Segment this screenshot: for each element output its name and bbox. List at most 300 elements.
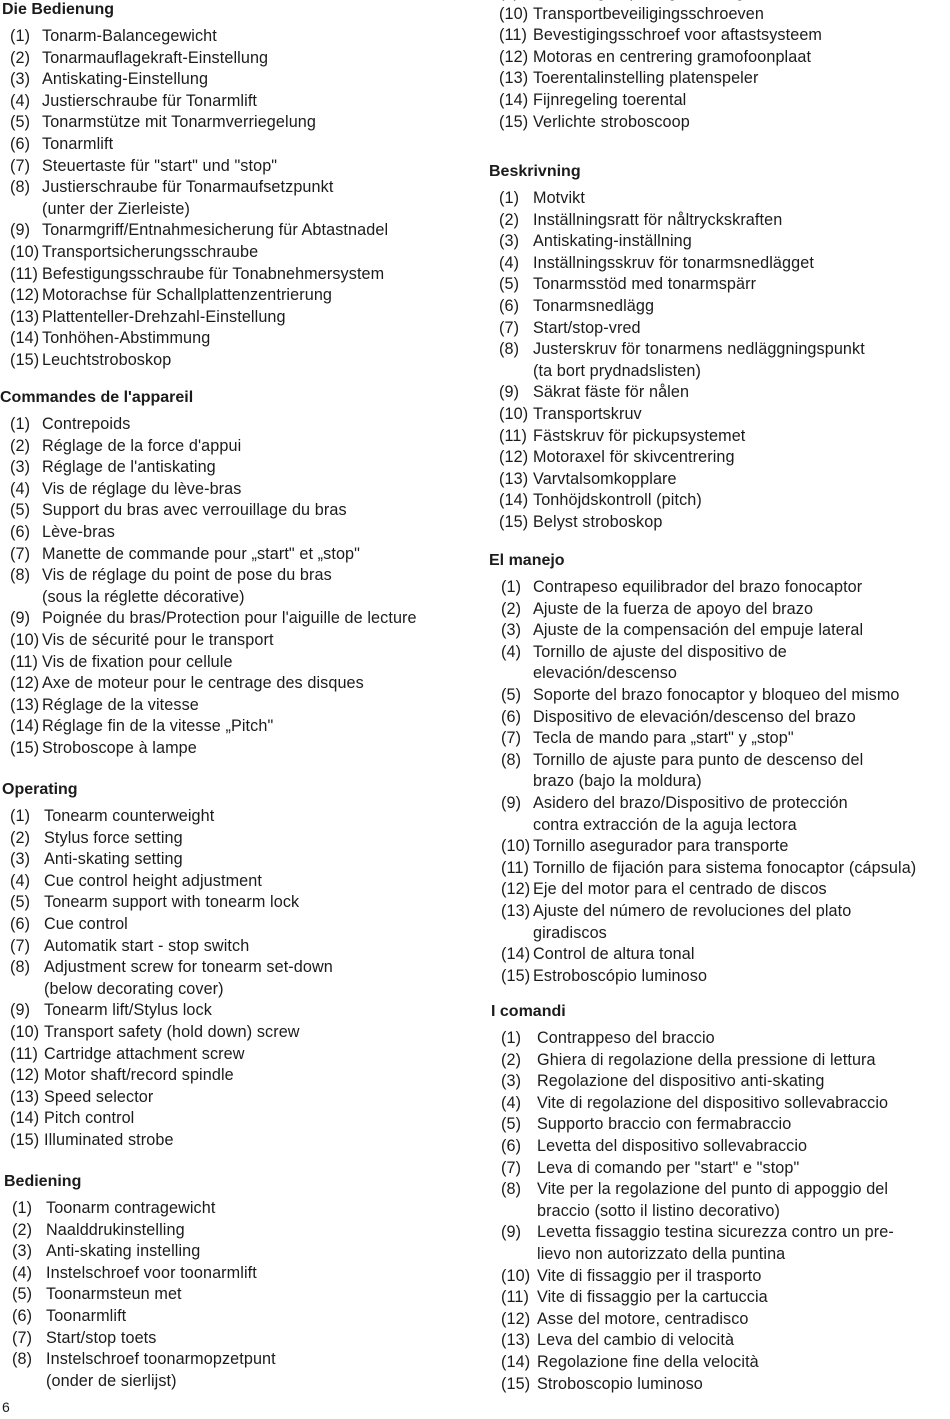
item-number: (4) — [10, 91, 31, 110]
item-text: Tornillo de fijación para sistema fonocaptor (cápsula) — [533, 858, 917, 877]
item-text: Vite di fissaggio per il trasporto — [537, 1266, 762, 1285]
item-text: Tonhöjdskontroll (pitch) — [533, 491, 702, 510]
item-text: Anti-skating instelling — [46, 1242, 201, 1261]
list-item — [487, 901, 950, 944]
item-number: (15) — [499, 112, 529, 131]
item-text: Tonearm support with tonearm lock — [44, 893, 300, 912]
item-text: Vite per la regolazione del punto di appoggio del — [537, 1180, 889, 1199]
list-item — [0, 220, 478, 242]
list-item — [0, 264, 478, 286]
item-text: Cue control height adjustment — [44, 871, 262, 890]
item-text: Cue control — [44, 914, 128, 933]
list-item — [0, 1306, 478, 1328]
item-text: Steuertaste für "start" und "stop" — [42, 156, 278, 175]
item-text: Vite di fissaggio per la cartuccia — [537, 1288, 768, 1307]
list-item — [487, 1309, 950, 1331]
item-text: Dispositivo de elevación/descenso del brazo — [533, 707, 856, 726]
item-number: (10) — [10, 1022, 40, 1041]
item-text: Tonarmgriff/Entnahmesicherung für Abtastnadel — [42, 221, 389, 240]
item-text: Pitch control — [44, 1109, 135, 1128]
item-number: (9) — [501, 793, 522, 812]
item-number: (3) — [10, 70, 31, 89]
list-item — [0, 1108, 478, 1130]
item-number: (7) — [10, 156, 31, 175]
list-item — [487, 253, 950, 275]
section-heading: El manejo — [489, 552, 565, 569]
item-text: Varvtalsomkopplare — [533, 469, 677, 488]
list-item — [487, 685, 950, 707]
item-text: Regolazione fine della velocità — [537, 1352, 759, 1371]
section-heading: I comandi — [491, 1003, 566, 1020]
list-item — [0, 849, 478, 871]
item-text: Cartridge attachment screw — [44, 1044, 245, 1063]
list-item — [487, 47, 950, 69]
list-item — [487, 382, 950, 404]
item-number: (10) — [10, 630, 40, 649]
list-item — [0, 328, 478, 350]
item-text: Naalddrukinstelling — [46, 1220, 185, 1239]
item-number: (5) — [10, 893, 31, 912]
list-item — [0, 242, 478, 264]
list-item — [0, 1284, 478, 1306]
item-text: Motorachse für Schallplattenzentrierung — [42, 286, 333, 305]
list-item — [0, 1087, 478, 1109]
list-item — [487, 447, 950, 469]
item-number: (15) — [501, 966, 531, 985]
section-heading: Beskrivning — [489, 163, 581, 180]
item-text: Ajuste de la fuerza de apoyo del brazo — [533, 599, 814, 618]
item-number: (12) — [501, 880, 531, 899]
section-el-manejo — [487, 551, 950, 987]
list-item — [0, 479, 478, 501]
item-text: Réglage fin de la vitesse „Pitch" — [42, 717, 274, 736]
item-text: Contrepoids — [42, 415, 131, 433]
list-item — [0, 285, 478, 307]
item-number: (9) — [499, 383, 520, 402]
item-text: Automatik start - stop switch — [44, 936, 250, 955]
item-text: Start/stop-vred — [533, 318, 641, 337]
list-item — [0, 565, 478, 608]
list-item — [487, 1179, 950, 1222]
item-number: (2) — [10, 828, 31, 847]
list-item — [487, 112, 950, 134]
list-item — [0, 871, 478, 893]
item-number: (12) — [501, 1309, 531, 1328]
list-item — [0, 156, 478, 178]
list-item — [487, 1114, 950, 1136]
item-text: Tornillo de ajuste para punto de descenso del — [533, 750, 864, 769]
list-item — [0, 957, 478, 1000]
item-number: (6) — [10, 522, 31, 541]
item-number: (12) — [499, 448, 529, 467]
list-item — [0, 26, 478, 48]
item-text: Toonarmsteun met — [46, 1285, 182, 1304]
list-item — [0, 1241, 478, 1263]
list-item — [0, 436, 478, 458]
list-item — [0, 936, 478, 958]
list-item — [487, 404, 950, 426]
item-number: (13) — [499, 469, 529, 488]
item-number: (3) — [501, 621, 522, 640]
item-number: (6) — [10, 914, 31, 933]
item-text: Antiskating-inställning — [533, 232, 692, 251]
item-number: (15) — [10, 738, 40, 757]
item-text: Tonarmsnedlägg — [533, 296, 655, 315]
item-number: (14) — [10, 717, 40, 736]
item-text-continuation: lievo non autorizzato della puntina — [537, 1244, 786, 1263]
item-number: (11) — [499, 26, 527, 45]
item-text: Ghiera di regolazione della pressione di lettura — [537, 1050, 876, 1069]
item-number: (13) — [10, 1087, 40, 1106]
list-item — [0, 716, 478, 738]
item-text-continuation: (unter der Zierleiste) — [42, 199, 190, 218]
list-item — [0, 1220, 478, 1242]
item-text: Instelschroef voor toonarmlift — [46, 1263, 257, 1282]
item-text: Antiskating-Einstellung — [42, 70, 209, 89]
item-text: Tonarmlift — [42, 134, 114, 153]
list-item — [487, 879, 950, 901]
section-beskrivning — [487, 162, 950, 534]
list-item — [487, 318, 950, 340]
item-number: (13) — [501, 1331, 531, 1350]
item-text-continuation: (sous la réglette décorative) — [42, 587, 245, 606]
item-text: Adjustment screw for tonearm set-down — [44, 958, 333, 977]
item-text: Tonarmstütze mit Tonarmverriegelung — [42, 113, 317, 132]
item-text: Levetta fissaggio testina sicurezza contro un pre- — [537, 1223, 894, 1242]
item-number: (5) — [10, 113, 31, 132]
item-number: (4) — [501, 1093, 522, 1112]
item-text: Säkrat fäste för nålen — [533, 383, 690, 402]
list-item — [487, 707, 950, 729]
item-number: (7) — [501, 1158, 522, 1177]
list-item — [487, 1266, 950, 1288]
list-item — [487, 836, 950, 858]
list-item — [0, 177, 478, 220]
item-text-continuation: (ta bort prydnadslisten) — [533, 361, 701, 380]
item-number: (4) — [499, 253, 520, 272]
item-text: Inställningsskruv för tonarmsnedlägget — [533, 253, 814, 272]
item-number: (9) — [10, 609, 31, 628]
item-number: (4) — [10, 479, 31, 498]
item-text: Tornillo de ajuste del dispositivo de — [533, 642, 787, 661]
item-number: (7) — [501, 729, 522, 748]
item-number: (6) — [501, 1136, 522, 1155]
item-number: (5) — [501, 1115, 522, 1134]
list-item — [0, 630, 478, 652]
item-number: (1) — [501, 578, 522, 596]
list-item — [487, 1330, 950, 1352]
list-item — [487, 469, 950, 491]
item-text: Toerentalinstelling platenspeler — [533, 69, 759, 88]
item-number: (4) — [12, 1263, 33, 1282]
item-number: (13) — [10, 695, 40, 714]
item-text: Leuchtstroboskop — [42, 350, 172, 369]
list-item — [0, 350, 478, 372]
list-item — [487, 793, 950, 836]
list-item — [0, 1130, 478, 1152]
item-text: Justierschraube für Tonarmaufsetzpunkt — [42, 178, 334, 197]
item-number: (5) — [10, 501, 31, 520]
list-item — [487, 858, 950, 880]
item-text: Justierschraube für Tonarmlift — [42, 91, 258, 110]
item-number: (12) — [10, 1066, 40, 1085]
item-text: Illuminated strobe — [44, 1130, 174, 1149]
item-text: Control de altura tonal — [533, 945, 695, 964]
list-item — [487, 1287, 950, 1309]
item-number: (15) — [10, 350, 40, 369]
list-item — [0, 1328, 478, 1350]
item-text: Plattenteller-Drehzahl-Einstellung — [42, 307, 286, 326]
list-item — [0, 1000, 478, 1022]
item-number: (14) — [10, 1109, 40, 1128]
list-item — [487, 599, 950, 621]
item-text: Vis de réglage du point de pose du bras — [42, 566, 332, 585]
item-text: Tonearm counterweight — [44, 807, 215, 825]
item-number: (10) — [10, 242, 40, 261]
item-text: Réglage de l'antiskating — [42, 458, 216, 477]
item-number: (15) — [501, 1374, 531, 1393]
list-item — [0, 134, 478, 156]
section-commandes-de-l-appareil — [0, 388, 478, 760]
list-item — [487, 1222, 950, 1265]
section-die-bedienung — [0, 0, 478, 372]
item-text: Instelschroef toonarmopzetpunt — [46, 1350, 276, 1369]
list-item — [0, 522, 478, 544]
item-text: Contrappeso del braccio — [537, 1029, 715, 1047]
item-text: Start/stop toets — [46, 1328, 157, 1347]
item-text: Motvikt — [533, 189, 585, 207]
item-text: Tonearm lift/Stylus lock — [44, 1001, 212, 1020]
item-number: (10) — [501, 837, 531, 856]
section-heading: Die Bedienung — [2, 1, 115, 18]
item-number: (7) — [10, 936, 31, 955]
list-item — [487, 1158, 950, 1180]
item-text: Tonhöhen-Abstimmung — [42, 329, 211, 348]
item-text: Eje del motor para el centrado de discos — [533, 880, 827, 899]
item-number: (2) — [10, 436, 31, 455]
item-number: (1) — [12, 1199, 33, 1217]
item-text: Belyst stroboskop — [533, 512, 663, 531]
item-text: Befestigungsschraube für Tonabnehmersystem — [42, 264, 385, 283]
list-item — [0, 652, 478, 674]
list-item — [487, 296, 950, 318]
item-text: Regolazione del dispositivo anti-skating — [537, 1072, 825, 1091]
item-number: (9) — [10, 1001, 31, 1020]
list-item — [0, 673, 478, 695]
list-item — [0, 544, 478, 566]
item-text: Asidero del brazo/Dispositivo de protección — [533, 793, 848, 812]
item-text: Tornillo asegurador para transporte — [533, 837, 789, 856]
item-number: (6) — [499, 296, 520, 315]
item-text: Justerskruv för tonarmens nedläggningspunkt — [533, 340, 865, 359]
list-item — [0, 1022, 478, 1044]
list-item — [487, 231, 950, 253]
section-operating — [0, 780, 478, 1152]
item-text: Asse del motore, centradisco — [537, 1309, 749, 1328]
list-item — [487, 1028, 950, 1050]
item-number: (5) — [499, 275, 520, 294]
item-text: Manette de commande pour „start" et „stop" — [42, 544, 361, 563]
item-number: (11) — [501, 858, 529, 877]
item-text: Toonarmlift — [46, 1306, 127, 1325]
list-item — [0, 828, 478, 850]
item-number: (3) — [12, 1242, 33, 1261]
item-number: (8) — [10, 958, 31, 977]
item-number: (8) — [501, 750, 522, 769]
list-item — [0, 1065, 478, 1087]
list-item — [487, 90, 950, 112]
item-number: (12) — [10, 286, 40, 305]
list-item — [0, 414, 478, 436]
item-text-continuation: braccio (sotto il listino decorativo) — [537, 1201, 781, 1220]
item-number: (4) — [10, 871, 31, 890]
item-text: Axe de moteur pour le centrage des disques — [42, 674, 364, 693]
list-item — [0, 500, 478, 522]
item-text: Anti-skating setting — [44, 850, 183, 869]
list-item — [487, 68, 950, 90]
section-bediening — [487, 0, 950, 133]
item-text-continuation: contra extracción de la aguja lectora — [533, 815, 797, 834]
list-item — [487, 25, 950, 47]
list-item — [487, 966, 950, 988]
item-text: Levetta del dispositivo sollevabraccio — [537, 1136, 808, 1155]
item-number: (14) — [499, 90, 529, 109]
item-text: Vite di regolazione del dispositivo sollevabraccio — [537, 1093, 889, 1112]
item-text: Stroboscopio luminoso — [537, 1374, 703, 1393]
item-number: (10) — [499, 4, 529, 23]
item-number: (2) — [10, 48, 31, 67]
item-number: (12) — [10, 674, 40, 693]
list-item — [0, 914, 478, 936]
item-text: Transportsicherungsschraube — [42, 242, 259, 261]
item-text-continuation: giradiscos — [533, 923, 607, 942]
item-text: Stylus force setting — [44, 828, 183, 847]
list-item — [487, 1071, 950, 1093]
item-number: (11) — [499, 426, 527, 445]
item-text: Tonarmsstöd med tonarmspärr — [533, 275, 757, 294]
item-number: (11) — [10, 1044, 38, 1063]
item-text: Supporto braccio con fermabraccio — [537, 1115, 792, 1134]
item-number: (15) — [499, 512, 529, 531]
list-item — [0, 91, 478, 113]
item-number: (6) — [12, 1306, 33, 1325]
item-number: (14) — [10, 329, 40, 348]
item-number: (1) — [10, 27, 31, 45]
list-item — [487, 1374, 950, 1396]
item-text: Fijnregeling toerental — [533, 90, 687, 109]
list-item — [487, 728, 950, 750]
item-text: Speed selector — [44, 1087, 154, 1106]
item-text: Vis de sécurité pour le transport — [42, 630, 274, 649]
item-text: Toonarm contragewicht — [46, 1199, 216, 1217]
item-text: Lève-bras — [42, 522, 115, 541]
list-item — [0, 608, 478, 630]
list-item — [0, 307, 478, 329]
item-text-continuation: (onder de sierlijst) — [46, 1371, 177, 1390]
item-number: (11) — [10, 652, 38, 671]
section-heading: Operating — [2, 781, 78, 798]
list-item — [0, 69, 478, 91]
section-bediening — [0, 1172, 478, 1392]
list-item — [0, 1349, 478, 1392]
item-number: (9) — [10, 221, 31, 240]
item-number: (6) — [10, 134, 31, 153]
item-text: Transport safety (hold down) screw — [44, 1022, 300, 1041]
list-item — [0, 1044, 478, 1066]
item-text: Motor shaft/record spindle — [44, 1066, 234, 1085]
item-text: Fästskruv för pickupsystemet — [533, 426, 746, 445]
item-number: (2) — [501, 1050, 522, 1069]
item-text: Tonarmauflagekraft-Einstellung — [42, 48, 269, 67]
section-heading: Commandes de l'appareil — [0, 389, 194, 406]
item-number: (3) — [10, 850, 31, 869]
item-text-continuation: (below decorating cover) — [44, 979, 224, 998]
item-text: Poignée du bras/Protection pour l'aiguille de lecture — [42, 609, 417, 628]
item-number: (14) — [501, 945, 531, 964]
list-item — [487, 577, 950, 599]
item-number: (8) — [10, 178, 31, 197]
item-text: Transportskruv — [533, 404, 642, 423]
list-item — [487, 210, 950, 232]
item-number: (13) — [10, 307, 40, 326]
item-text: Stroboscope à lampe — [42, 738, 197, 757]
list-item — [0, 1263, 478, 1285]
item-text: Inställningsratt för nåltryckskraften — [533, 210, 783, 229]
list-item — [0, 806, 478, 828]
item-number: (3) — [499, 232, 520, 251]
item-text: Réglage de la vitesse — [42, 695, 199, 714]
item-number: (3) — [10, 458, 31, 477]
item-text: Leva di comando per "start" e "stop" — [537, 1158, 800, 1177]
list-item — [487, 642, 950, 685]
list-item — [487, 1093, 950, 1115]
list-item — [0, 457, 478, 479]
list-item — [0, 1198, 478, 1220]
page-number: 6 — [2, 1399, 10, 1415]
item-number: (2) — [12, 1220, 33, 1239]
item-number: (4) — [501, 642, 522, 661]
item-number: (5) — [501, 685, 522, 704]
list-item — [487, 490, 950, 512]
item-number: (7) — [10, 544, 31, 563]
item-number: (8) — [12, 1350, 33, 1369]
item-text: Tonarm-Balancegewicht — [42, 27, 217, 45]
item-text: Ajuste del número de revoluciones del plato — [533, 901, 852, 920]
list-item — [487, 750, 950, 793]
list-item — [487, 188, 950, 210]
item-number: (8) — [499, 340, 520, 359]
item-number: (6) — [501, 707, 522, 726]
list-item — [487, 620, 950, 642]
list-item — [0, 48, 478, 70]
item-text: Contrapeso equilibrador del brazo fonocaptor — [533, 578, 863, 596]
item-text: Réglage de la force d'appui — [42, 436, 242, 455]
item-text-continuation: brazo (bajo la moldura) — [533, 772, 702, 791]
item-text: Verlichte stroboscoop — [533, 112, 690, 131]
list-item — [0, 892, 478, 914]
item-number: (10) — [499, 404, 529, 423]
item-number: (3) — [501, 1072, 522, 1091]
item-text: Support du bras avec verrouillage du bras — [42, 501, 347, 520]
item-number: (12) — [499, 47, 529, 66]
item-text: Leva del cambio di velocità — [537, 1331, 735, 1350]
list-item — [487, 1050, 950, 1072]
item-number: (13) — [499, 69, 529, 88]
item-text: Vis de fixation pour cellule — [42, 652, 233, 671]
item-number: (14) — [499, 491, 529, 510]
item-text-continuation: elevación/descenso — [533, 664, 677, 683]
list-item — [487, 1136, 950, 1158]
